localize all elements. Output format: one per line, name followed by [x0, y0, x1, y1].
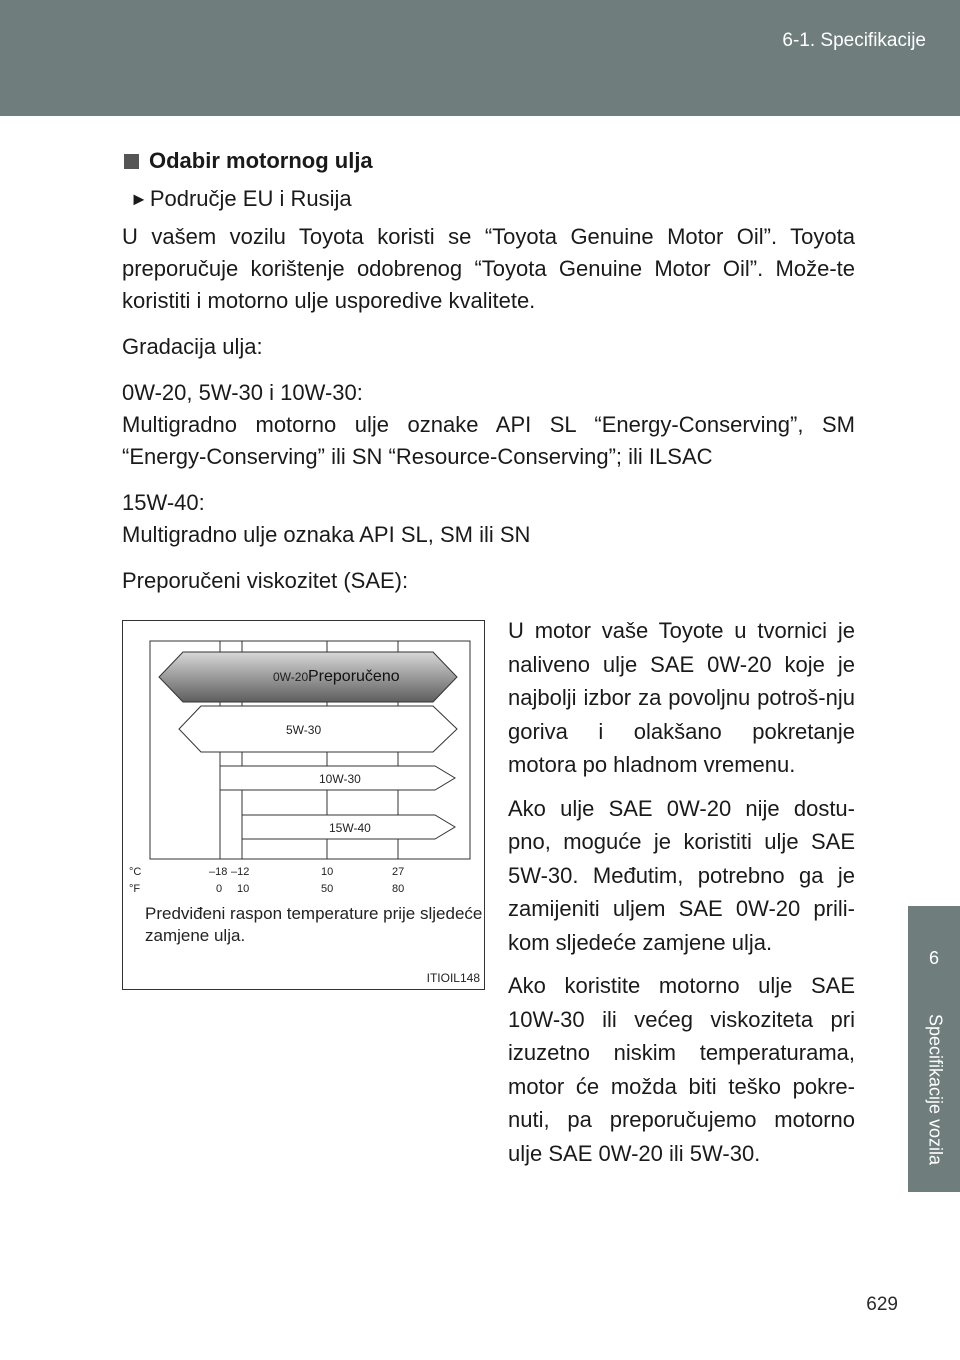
- bar-label-5w-30: 5W-30: [286, 723, 322, 737]
- square-bullet-icon: [124, 154, 139, 169]
- region-label: [130, 183, 855, 215]
- fahrenheit-tick: 50: [321, 883, 334, 895]
- region-text: Područje EU i Rusija: [149, 186, 352, 211]
- grade2-title: 15W-40:: [122, 490, 205, 515]
- fahrenheit-tick: 80: [392, 883, 405, 895]
- bar-label-10w-30: 10W-30: [319, 772, 361, 786]
- right-column-text: [508, 614, 855, 1170]
- bar-label-0w-20: 0W-20: [273, 670, 309, 684]
- celsius-tick: –18: [209, 866, 228, 878]
- main-content: [122, 145, 855, 597]
- triangle-pointer-icon: ►: [130, 189, 148, 209]
- right-paragraph-1: U motor vaše Toyote u tvornici je naliveno ulje SAE 0W-20 koje je najbolji izbor za povoljnu potroš-nju goriva i olakšano pokretanje motora po hladnom vremenu.: [508, 618, 855, 777]
- viscosity-label: Preporučeni viskozitet (SAE):: [122, 568, 409, 593]
- chapter-label: Specifikacije vozila: [925, 1014, 946, 1166]
- right-paragraph-2: Ako ulje SAE 0W-20 nije dostu-pno, moguće je koristiti ulje SAE 5W-30. Međutim, potrebno ga je zamijeniti uljem SAE 0W-20 prili-kom sljedeće zamjene ulja.: [508, 795, 855, 955]
- page-number: 629: [866, 1294, 898, 1315]
- grade-label: Gradacija ulja:: [122, 334, 263, 359]
- grade1-title: 0W-20, 5W-30 i 10W-30:: [122, 380, 363, 405]
- header-bar: [0, 0, 960, 116]
- chapter-side-tab[interactable]: [908, 906, 960, 1192]
- celsius-tick: 27: [392, 866, 405, 878]
- section-title: 6-1. Specifikacije: [782, 30, 926, 51]
- celsius-tick: –12: [231, 866, 250, 878]
- fahrenheit-unit: °F: [129, 883, 141, 895]
- bar-note-0w-20: Preporučeno: [308, 668, 400, 685]
- section-heading: [122, 145, 855, 177]
- grade2-text: Multigradno ulje oznaka API SL, SM ili SN: [122, 522, 531, 547]
- right-paragraph-3: Ako koristite motorno ulje SAE 10W-30 ili većeg viskoziteta pri izuzetno niskim temperaturama, motor će možda biti teško pokre-nuti, pa preporučujemo motorno ulje SAE 0W-20 ili 5W-30.: [508, 973, 855, 1166]
- bar-label-15w-40: 15W-40: [329, 821, 371, 835]
- fahrenheit-tick: 0: [216, 883, 223, 895]
- heading-text: Odabir motornog ulja: [149, 148, 373, 173]
- figure-code: ITIOIL148: [426, 971, 480, 985]
- fahrenheit-tick: 10: [237, 883, 250, 895]
- chapter-number: 6: [928, 948, 939, 968]
- intro-paragraph: U vašem vozilu Toyota koristi se “Toyota Genuine Motor Oil”. Toyota preporučuje korištenje odobrenog “Toyota Genuine Motor Oil”. Može-te koristiti i motorno ulje usporedive kvalitete.: [122, 224, 855, 313]
- grade1-text: Multigradno motorno ulje oznake API SL “Energy-Conserving”, SM “Energy-Conserving” ili SN “Resource-Conserving”; ili ILSAC: [122, 412, 855, 469]
- figure-caption: Predviđeni raspon temperature prije sljedeće zamjene ulja.: [145, 904, 483, 945]
- celsius-tick: 10: [321, 866, 334, 878]
- viscosity-chart: [122, 620, 485, 990]
- celsius-unit: °C: [129, 866, 142, 878]
